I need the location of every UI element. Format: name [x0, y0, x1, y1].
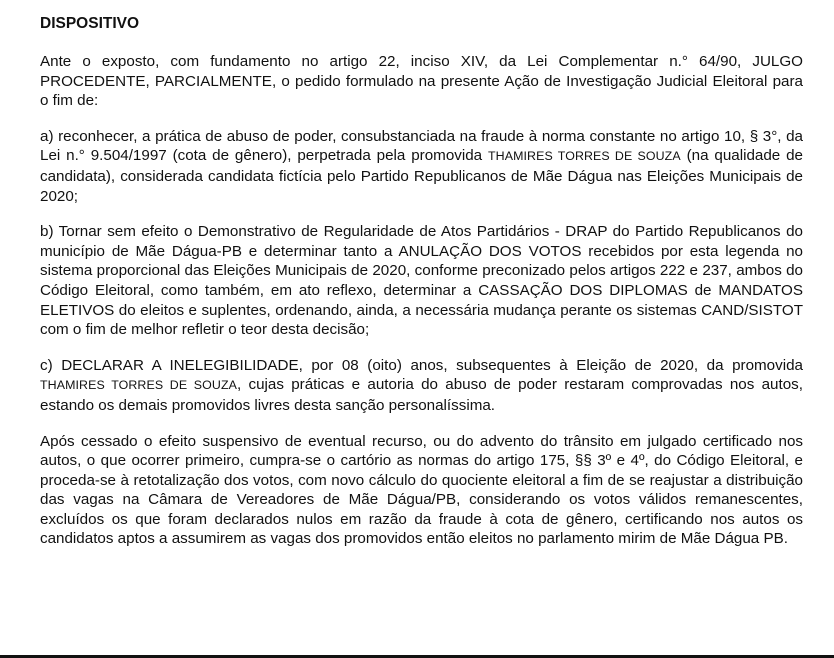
paragraph-item-c	[40, 356, 803, 416]
defendant-name: THAMIRES TORRES DE SOUZA	[40, 378, 237, 393]
document-body	[40, 14, 803, 565]
paragraph-item-a-text-end: (na qualidade de candidata), considerada candidata fictícia pelo Partido Republicanos de Mãe Dágua nas Eleições Municipais de 2020;	[40, 147, 803, 205]
section-heading: DISPOSITIVO	[40, 15, 140, 32]
paragraph-item-a	[40, 127, 803, 206]
defendant-name: THAMIRES TORRES DE SOUZA	[487, 149, 681, 164]
paragraph-item-b: b) Tornar sem efeito o Demonstrativo de Regularidade de Atos Partidários - DRAP do Partido Republicanos do município de Mãe Dágua-PB e determinar tanto a ANULAÇÃO DOS VOTOS recebidos por esta legenda no sistema proporcional das Eleições Municipais de 2020, conforme preconizado pelos artigos 222 e 237, ambos do Código Eleitoral, como também, em ato reflexo, determinar a CASSAÇÃO DOS DIPLOMAS de MANDATOS ELETIVOS do eleitos e suplentes, ordenando, ainda, a necessária mudança perante os sistemas CAND/SISTOT com o fim de melhor refletir o teor desta decisão;	[40, 223, 803, 339]
paragraph-intro: Ante o exposto, com fundamento no artigo 22, inciso XIV, da Lei Complementar n.° 64/90, JULGO PROCEDENTE, PARCIALMENTE, o pedido formulado na presente Ação de Investigação Judicial Eleitoral para o fim de:	[40, 53, 803, 110]
paragraph-item-c-text-end: , cujas práticas e autoria do abuso de poder restaram comprovadas nos autos, estando os demais promovidos livres desta sanção personalíssima.	[40, 376, 803, 414]
paragraph-final: Após cessado o efeito suspensivo de eventual recurso, ou do advento do trânsito em julgado certificado nos autos, o que ocorrer primeiro, cumpra-se o cartório as normas do artigo 175, §§ 3º e 4º, do Código Eleitoral, e proceda-se à retotalização dos votos, com novo cálculo do quociente eleitoral a fim de se reajustar a distribuição das vagas na Câmara de Vereadores de Mãe Dágua/PB, considerando os votos válidos remanescentes, excluídos os que foram declarados nulos em razão da fraude à cota de gênero, certificando nos autos os candidatos aptos a assumirem as vagas dos promovidos então eleitos no parlamento mirim de Mãe Dágua PB.	[40, 432, 803, 548]
paragraph-item-c-text-start: c) DECLARAR A INELEGIBILIDADE, por 08 (oito) anos, subsequentes à Eleição de 2020, da promovida	[40, 356, 803, 374]
paragraph-item-a-text-start: a) reconhecer, a prática de abuso de poder, consubstanciada na fraude à norma constante no artigo 10, § 3°, da Lei n.° 9.504/1997 (cota de gênero), perpetrada pela promovida	[40, 127, 803, 165]
